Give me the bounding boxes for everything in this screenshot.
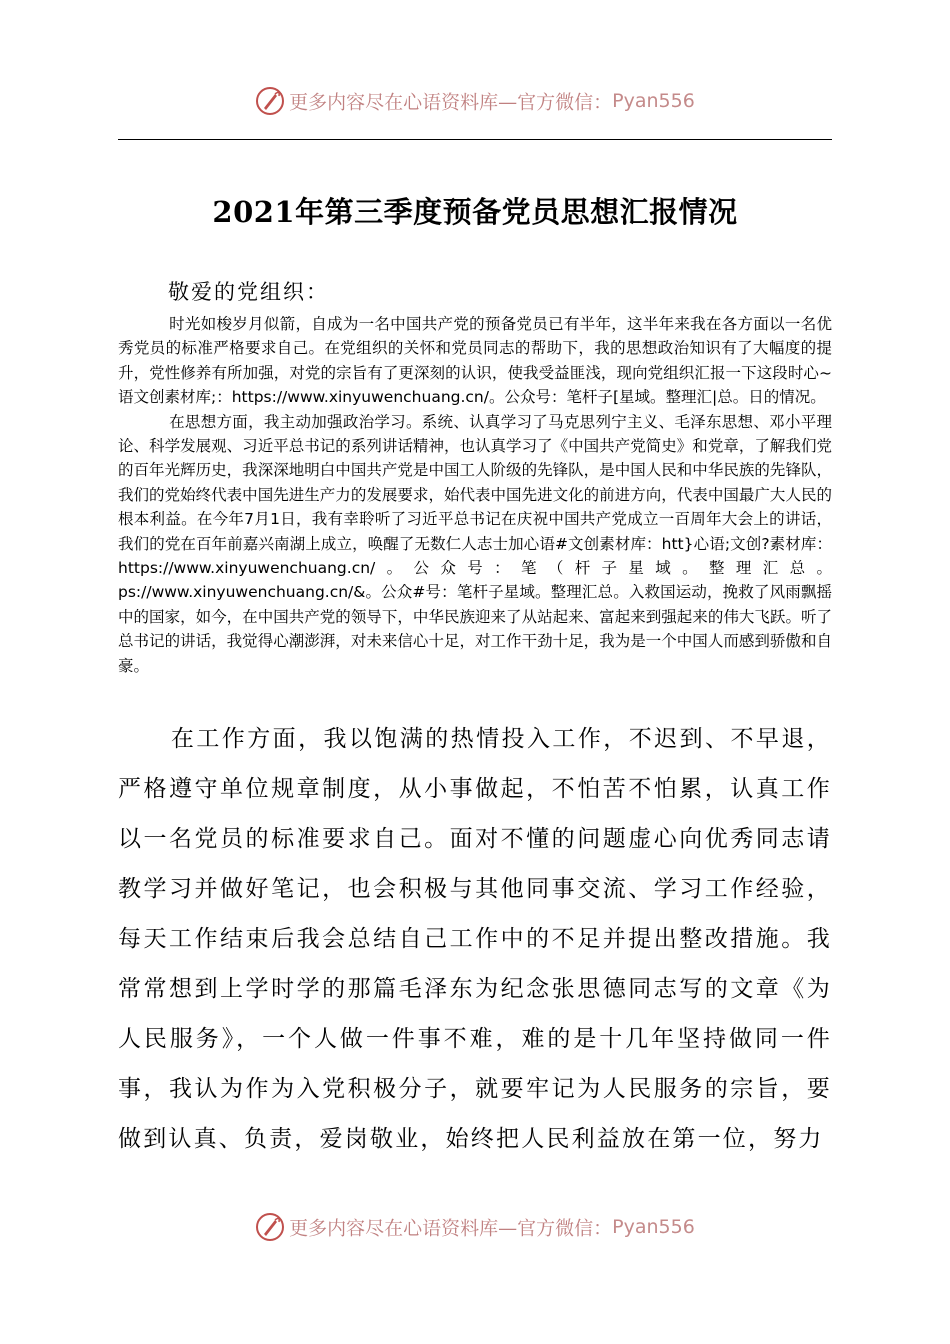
body-large-section	[118, 714, 832, 1164]
paragraph-intro: 时光如梭岁月似箭，自成为一名中国共产党的预备党员已有半年，这半年来我在各方面以一名优秀党员的标准严格要求自己。在党组织的关怀和党员同志的帮助下，我的思想政治知识有了大幅度的提升，党性修养有所加强，对党的宗旨有了更深刻的认识，使我受益匪浅，现向党组织汇报一下这段时心~语文创素材库;：https://www.xinyuwenchuang.cn/。公众号：笔杆子[星域。整理汇|总。日的情况。	[118, 315, 832, 407]
paragraph-ideology: 在思想方面，我主动加强政治学习。系统、认真学习了马克思列宁主义、毛泽东思想、邓小平理论、科学发展观、习近平总书记的系列讲话精神，也认真学习了《中国共产党简史》和党章，了解我们党的百年光辉历史，我深深地明白中国共产党是中国工人阶级的先锋队，是中国人民和中华民族的先锋队，我们的党始终代表中国先进生产力的发展要求，始代表中国先进文化的前进方向，代表中国最广大人民的根本利益。在今年7月1日，我有幸聆听了习近平总书记在庆祝中国共产党成立一百周年大会上的讲话，我们的党在百年前嘉兴南湖上成立，唤醒了无数仁人志士加心语#文创素材库：htt}心语;文创?素材库：https://www.xinyuwenchuang.cn/。公众号：笔（杆子星域。整理汇总。ps://www.xinyuwenchuang.cn/&。公众#号：笔杆子星域。整理汇总。入救国运动，挽救了风雨飘摇中的国家，如今，在中国共产党的领导下，中华民族迎来了从站起来、富起来到强起来的伟大飞跃。听了总书记的讲话，我觉得心潮澎湃，对未来信心十足，对工作干劲十足，我为是一个中国人而感到骄傲和自豪。	[118, 412, 832, 675]
header-divider	[118, 139, 832, 140]
header-banner	[0, 86, 950, 116]
quill-pen-logo-icon	[255, 86, 285, 116]
quill-pen-logo-icon	[255, 1212, 285, 1242]
document-title: 2021年第三季度预备党员思想汇报情况	[212, 195, 738, 229]
salutation: 敬爱的党组织：	[168, 280, 329, 304]
footer-wechat-id: Pyan556	[612, 1216, 695, 1238]
paragraph-work: 在工作方面，我以饱满的热情投入工作，不迟到、不早退，严格遵守单位规章制度，从小事做起，不怕苦不怕累，认真工作以一名党员的标准要求自己。面对不懂的问题虚心向优秀同志请教学习并做好笔记，也会积极与其他同事交流、学习工作经验，每天工作结束后我会总结自己工作中的不足并提出整改措施。我常常想到上学时学的那篇毛泽东为纪念张思德同志写的文章《为人民服务》，一个人做一件事不难，难的是十几年坚持做同一件事，我认为作为入党积极分子，就要牢记为人民服务的宗旨，要做到认真、负责，爱岗敬业，始终把人民利益放在第一位，努力	[118, 726, 832, 1152]
footer-brand-text: 更多内容尽在心语资料库—官方微信：	[289, 1217, 613, 1240]
header-wechat-id: Pyan556	[612, 90, 695, 112]
body-small-section	[118, 312, 832, 678]
header-brand-text: 更多内容尽在心语资料库—官方微信：	[289, 91, 613, 114]
footer-banner	[0, 1212, 950, 1242]
